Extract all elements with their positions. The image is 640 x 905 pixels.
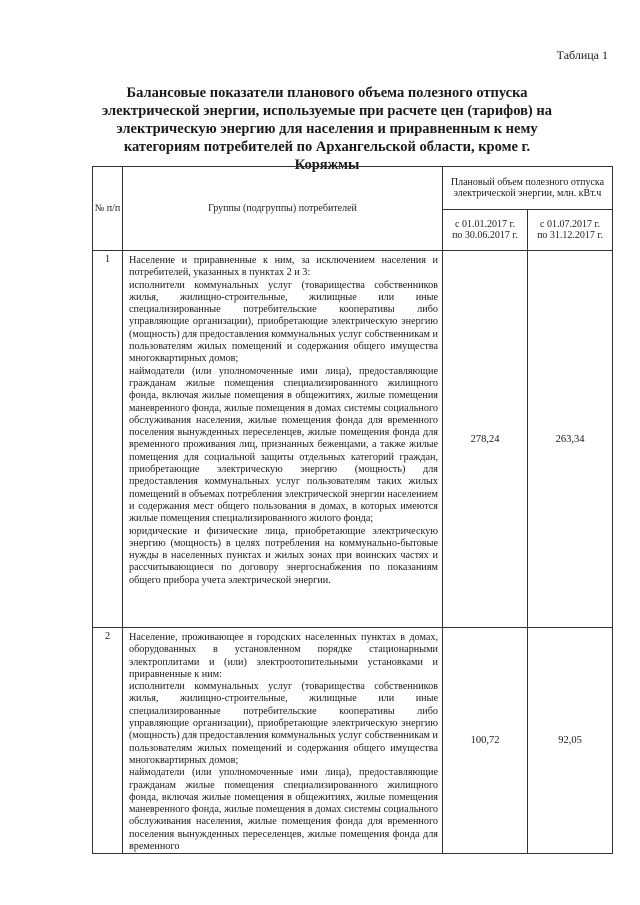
value-period2: 92,05 <box>528 628 613 854</box>
row-number: 2 <box>93 628 123 854</box>
row-paragraph: Население, проживающее в городских населенных пунктах в домах, оборудованных в установленном порядке стационарными электроплитами и (или) электроотопительными установками и приравненные к ним: <box>129 632 438 680</box>
table-row <box>93 628 613 854</box>
value-period1: 278,24 <box>443 251 528 628</box>
col-header-groups: Группы (подгруппы) потребителей <box>123 167 443 251</box>
row-number: 1 <box>93 251 123 628</box>
row-paragraph: Население и приравненные к ним, за исключением населения и потребителей, указанных в пунктах 2 и 3: <box>129 255 438 279</box>
row-description <box>123 251 443 628</box>
row-description <box>123 628 443 854</box>
row-paragraph: наймодатели (или уполномоченные ими лица), предоставляющие гражданам жилые помещения специализированного жилищного фонда, включая жилые помещения в общежитиях, жилые помещения маневренного фонда, жилые помещения в домах системы социального обслуживания населения, жилые помещения фонда для временного поселения вынужденных переселенцев, жилые помещения фонда для временного проживания лиц, признанных беженцами, а также жилые помещения для социальной защиты отдельных категорий граждан, приобретающие электрическую энергию (мощность) для предоставления коммунальных услуг пользователям таких жилых помещений в объемах потребления электрической энергии населением и содержания мест общего пользования в домах, в которых имеются жилые помещения специализированного жилого фонда; <box>129 365 438 525</box>
col-header-volume: Плановый объем полезного отпуска электрической энергии, млн. кВт.ч <box>443 167 613 210</box>
value-period1: 100,72 <box>443 628 528 854</box>
col-header-period2: с 01.07.2017 г. по 31.12.2017 г. <box>528 210 613 251</box>
row-paragraph: наймодатели (или уполномоченные ими лица), предоставляющие гражданам жилые помещения специализированного жилищного фонда, включая жилые помещения в общежитиях, жилые помещения маневренного фонда, жилые помещения в домах системы социального обслуживания населения, жилые помещения фонда для временного поселения вынужденных переселенцев, жилые помещения фонда для временного <box>129 767 438 853</box>
row-paragraph: исполнители коммунальных услуг (товарищества собственников жилья, жилищно-строительные, жилищные или иные специализированные потребительские кооперативы либо управляющие организации), приобретающие электрическую энергию (мощность) для предоставления коммунальных услуг собственникам и пользователям жилых помещений и содержания общего имущества многоквартирных домов; <box>129 279 438 365</box>
table-label: Таблица 1 <box>556 48 608 62</box>
table-row <box>93 251 613 628</box>
col-header-num: № п/п <box>93 167 123 251</box>
row-paragraph: исполнители коммунальных услуг (товарищества собственников жилья, жилищно-строительные, жилищные или иные специализированные потребительские кооперативы либо управляющие организации), приобретающие электрическую энергию (мощность) для предоставления коммунальных услуг собственникам и пользователям жилых помещений и содержания общего имущества многоквартирных домов; <box>129 681 438 766</box>
document-title: Балансовые показатели планового объема полезного отпуска электрической энергии, используемые при расчете цен (тарифов) на электрическую энергию для населения и приравненным к нему категориям потребителей по Архангельской области, кроме г. Коряжмы <box>102 85 552 173</box>
col-header-period1: с 01.01.2017 г. по 30.06.2017 г. <box>443 210 528 251</box>
balance-table <box>92 166 613 854</box>
value-period2: 263,34 <box>528 251 613 628</box>
row-paragraph: юридические и физические лица, приобретающие электрическую энергию (мощность) в целях потребления на коммунально-бытовые нужды в населенных пунктах и жилых зонах при воинских частях и рассчитывающиеся по договору энергоснабжения по показаниям общего прибора учета электрической энергии. <box>129 525 438 586</box>
